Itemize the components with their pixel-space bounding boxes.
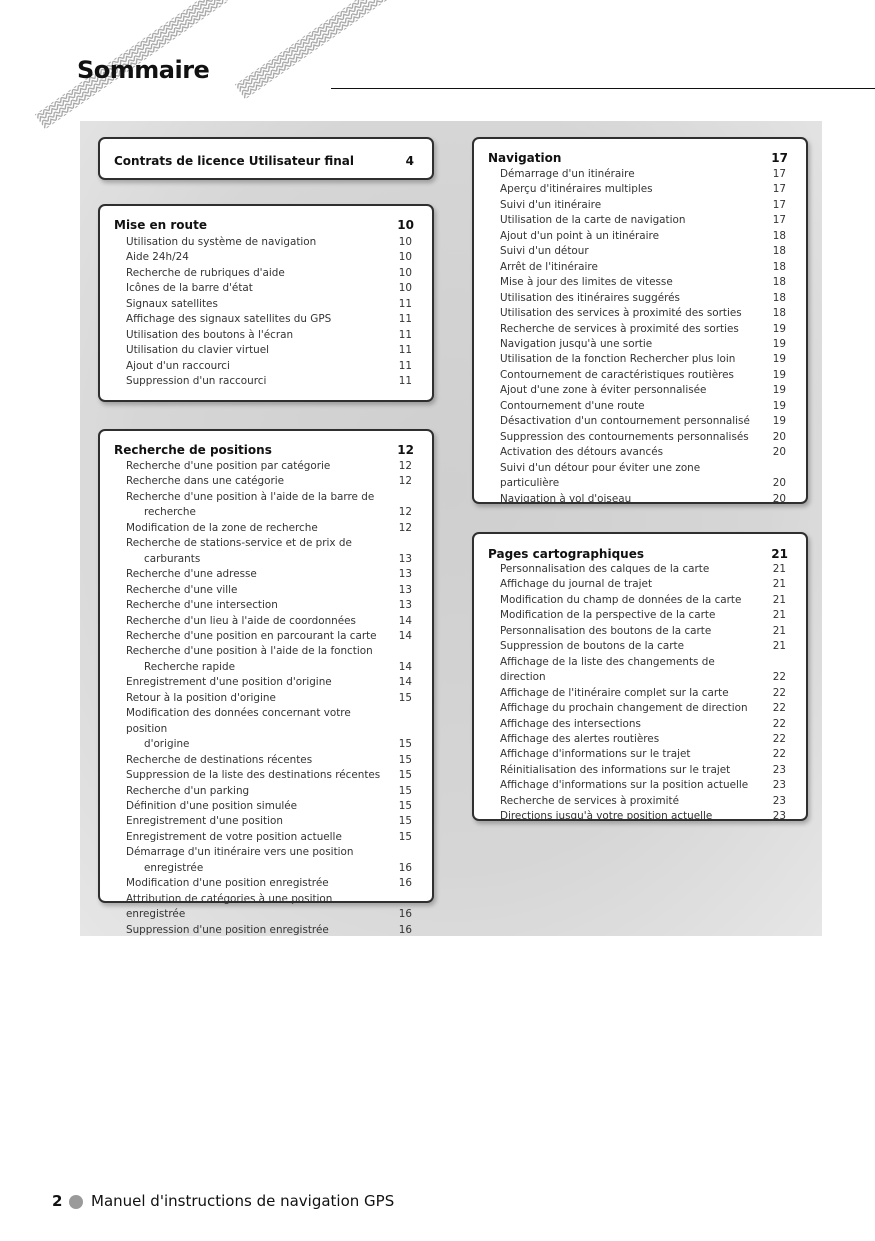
toc-entry[interactable] [474,414,806,429]
toc-entry-label-continued: Recherche rapide [144,660,235,673]
toc-entry-label: Recherche d'une position en parcourant la carte [126,629,377,642]
toc-entry-page: 20 [772,446,786,459]
toc-entry-label: Directions jusqu'à votre position actuelle [500,810,713,823]
toc-entry-page: 10 [398,251,412,264]
toc-entry[interactable] [100,235,432,250]
section-title: Mise en route [114,218,207,232]
toc-entry-page: 15 [398,691,412,704]
toc-entry-label-continued: d'origine [144,738,190,751]
toc-entry-page: 19 [772,384,786,397]
toc-entry-page: 15 [398,753,412,766]
toc-entry[interactable] [474,701,806,716]
toc-entry-label: Désactivation d'un contournement personnalisé [500,415,750,428]
toc-entry[interactable] [100,266,432,281]
tire-tread-decoration [0,0,420,140]
toc-entry[interactable] [474,608,806,623]
toc-entry[interactable] [100,691,432,706]
section-box-pages-cartographiques [472,532,808,821]
toc-entry-label: Contournement de caractéristiques routières [500,368,734,381]
title-rule [331,88,875,89]
toc-entry[interactable] [474,352,806,367]
toc-entry-page: 17 [772,183,786,196]
toc-entry[interactable] [100,567,432,582]
toc-entry-label: Recherche dans une catégorie [126,475,285,488]
toc-entry[interactable] [474,778,806,793]
toc-entry-label: Ajout d'un point à un itinéraire [500,229,659,242]
toc-entry-label: Suppression d'une position enregistrée [126,923,329,936]
toc-entry-page: 23 [772,779,786,792]
toc-entry-label: Retour à la position d'origine [126,691,276,704]
toc-entry[interactable] [474,306,806,321]
toc-entry-page: 15 [398,830,412,843]
toc-entry[interactable] [100,328,432,343]
section-page: 4 [405,154,414,168]
toc-entry-label: Modification des données concernant votre position [126,707,351,735]
toc-entry[interactable] [100,675,432,690]
toc-entry-label: Mise à jour des limites de vitesse [500,276,673,289]
toc-entry-label: Affichage de l'itinéraire complet sur la carte [500,686,729,699]
section-page: 10 [397,218,414,232]
toc-entry-page: 19 [772,353,786,366]
toc-entry[interactable] [474,322,806,337]
toc-entry-label: Ajout d'un raccourci [126,359,230,372]
toc-entry[interactable] [100,845,432,876]
toc-entry[interactable] [100,359,432,374]
toc-entry-page: 23 [772,810,786,823]
toc-entry[interactable] [100,598,432,613]
toc-entry[interactable] [100,784,432,799]
toc-entry[interactable] [474,383,806,398]
toc-entry-page: 13 [398,552,412,565]
toc-entry-label: Utilisation du clavier virtuel [126,344,270,357]
toc-entry-label: Affichage de la liste des changements de direction [500,655,715,684]
section-box-navigation [472,137,808,504]
toc-entry-label: Suivi d'un détour [500,245,589,258]
toc-entry[interactable] [100,629,432,644]
toc-entry-page: 15 [398,784,412,797]
toc-entry-page: 23 [772,794,786,807]
toc-entry-page: 18 [772,291,786,304]
toc-entry-page: 17 [772,168,786,180]
toc-entry-label: Personnalisation des boutons de la carte [500,624,712,637]
toc-entry-label: Recherche d'une position à l'aide de la barre de [126,490,375,503]
toc-entry-page: 14 [398,660,412,673]
toc-entry-label: Recherche de services à proximité des sorties [500,322,739,335]
toc-entry-label: Affichage du prochain changement de direction [500,702,748,715]
toc-entry-page: 14 [398,614,412,627]
section-page: 21 [771,547,788,561]
toc-entry-label: Suppression de boutons de la carte [500,640,684,653]
toc-entry-label-continued: carburants [144,552,201,565]
toc-entry-page: 18 [772,260,786,273]
toc-entry-page: 14 [398,629,412,642]
section-title: Contrats de licence Utilisateur final [114,154,354,168]
toc-entry-label-continued: recherche [144,506,196,519]
toc-entry[interactable] [474,445,806,460]
toc-entry-page: 17 [772,214,786,227]
toc-entry-label: Signaux satellites [126,297,218,310]
toc-entry-page: 19 [772,415,786,428]
toc-entry-label: Recherche d'une intersection [126,599,278,612]
toc-entry-page: 12 [398,506,412,519]
toc-entry-label: Enregistrement de votre position actuelle [126,830,342,843]
toc-entry-label: Personnalisation des calques de la carte [500,563,710,575]
toc-entry[interactable] [474,229,806,244]
toc-entry-label: Utilisation des boutons à l'écran [126,328,294,341]
toc-entry-label: Utilisation du système de navigation [126,236,317,248]
toc-entry[interactable] [100,644,432,675]
toc-entry-page: 13 [398,583,412,596]
toc-entry[interactable] [100,923,432,938]
toc-entry-page: 16 [398,908,412,921]
toc-entry-label: Modification de la zone de recherche [126,521,318,534]
toc-entry-label: Utilisation de la fonction Rechercher plus loin [500,353,736,366]
toc-entry-page: 15 [398,799,412,812]
toc-entry[interactable] [100,830,432,845]
toc-entry[interactable] [474,275,806,290]
toc-entry-label: Affichage des intersections [500,717,641,730]
section-box-contrats [98,137,434,180]
toc-entry-label: Recherche d'un lieu à l'aide de coordonnées [126,614,356,627]
toc-entry[interactable] [100,876,432,891]
toc-entry-page: 11 [398,359,412,372]
toc-entry[interactable] [474,794,806,809]
toc-entry-label: Ajout d'une zone à éviter personnalisée [500,384,707,397]
toc-entry-label-continued: enregistrée [144,861,204,874]
toc-entry-label: Affichage des signaux satellites du GPS [126,313,332,326]
toc-entry[interactable] [100,799,432,814]
toc-entry-label: Réinitialisation des informations sur le trajet [500,763,731,776]
toc-entry[interactable] [100,706,432,752]
toc-entry-page: 11 [398,313,412,326]
toc-entry[interactable] [474,809,806,824]
toc-entry-label: Arrêt de l'itinéraire [500,260,598,273]
toc-entry[interactable] [100,614,432,629]
section-page: 12 [397,443,414,457]
toc-entry[interactable] [100,343,432,358]
toc-entry-label: Démarrage d'un itinéraire [500,168,635,180]
toc-entry-label: Utilisation des services à proximité des sorties [500,307,742,320]
toc-entry[interactable] [474,639,806,654]
toc-entry[interactable] [474,244,806,259]
toc-entry-page: 17 [772,198,786,211]
toc-entry-page: 22 [772,702,786,715]
toc-entry-label: Suivi d'un itinéraire [500,198,602,211]
toc-entry-page: 10 [398,236,412,248]
toc-entry-label: Recherche d'une position à l'aide de la fonction [126,645,373,658]
section-title: Recherche de positions [114,443,272,457]
section-entries [100,235,432,390]
footer-bullet-icon [69,1195,83,1209]
toc-entry-page: 12 [398,521,412,534]
toc-entry[interactable] [100,459,432,474]
toc-entry[interactable] [474,198,806,213]
toc-entry[interactable] [474,562,806,577]
toc-entry[interactable] [474,492,806,507]
toc-entry-label: Recherche de stations-service et de prix de [126,537,352,550]
toc-entry-label: Icônes de la barre d'état [126,282,253,295]
toc-entry-page: 18 [772,276,786,289]
section-entries [100,459,432,938]
toc-entry-label: Aperçu d'itinéraires multiples [500,183,653,196]
toc-entry-label: Suppression de la liste des destinations récentes [126,769,381,782]
toc-entry-label: Modification de la perspective de la carte [500,609,716,622]
toc-entry[interactable] [100,583,432,598]
toc-entry-page: 11 [398,328,412,341]
page-title: Sommaire [77,56,210,84]
section-box-mise-en-route [98,204,434,402]
toc-entry-page: 16 [398,923,412,936]
toc-entry-page: 15 [398,738,412,751]
toc-entry-page: 11 [398,375,412,388]
toc-entry[interactable] [474,167,806,182]
toc-entry-page: 23 [772,763,786,776]
toc-entry-label: Affichage des alertes routières [500,732,660,745]
toc-entry-label: Recherche d'une ville [126,583,238,596]
toc-entry[interactable] [100,297,432,312]
toc-entry-label: Recherche d'un parking [126,784,250,797]
footer-manual-title: Manuel d'instructions de navigation GPS [91,1192,395,1210]
toc-entry-label: Suppression d'un raccourci [126,375,267,388]
toc-entry-page: 18 [772,229,786,242]
toc-entry-label: Modification d'une position enregistrée [126,877,329,890]
toc-entry-page: 19 [772,337,786,350]
toc-entry-page: 21 [772,578,786,591]
toc-entry-page: 21 [772,609,786,622]
toc-entry-page: 11 [398,344,412,357]
toc-entry-page: 12 [398,475,412,488]
toc-entry[interactable] [474,368,806,383]
toc-entry[interactable] [474,399,806,414]
toc-entry-label: Recherche de rubriques d'aide [126,266,285,279]
toc-entry-label: Recherche d'une adresse [126,568,257,581]
toc-entry[interactable] [474,430,806,445]
toc-entry-page: 21 [772,624,786,637]
toc-entry[interactable] [100,312,432,327]
toc-entry-page: 22 [772,671,786,684]
toc-entry-page: 22 [772,717,786,730]
toc-entry[interactable] [474,337,806,352]
toc-entry-label: Recherche de services à proximité [500,794,679,807]
toc-entry[interactable] [474,624,806,639]
toc-entry-label: Modification du champ de données de la carte [500,593,742,606]
toc-entry-page: 21 [772,563,786,575]
footer-page-number: 2 [52,1192,63,1210]
toc-entry-label: Affichage du journal de trajet [500,578,653,591]
toc-entry[interactable] [474,747,806,762]
toc-entry-label: Affichage d'informations sur la position actuelle [500,779,749,792]
section-entries [474,167,806,507]
toc-entry-page: 11 [398,297,412,310]
toc-entry-page: 16 [398,861,412,874]
toc-entry-label: Utilisation des itinéraires suggérés [500,291,680,304]
toc-entry[interactable] [100,753,432,768]
section-box-recherche-positions [98,429,434,936]
toc-entry-page: 20 [772,492,786,505]
toc-entry[interactable] [474,213,806,228]
toc-entry-page: 21 [772,593,786,606]
toc-entry[interactable] [474,593,806,608]
toc-entry-label: Démarrage d'un itinéraire vers une position [126,846,354,859]
toc-entry-label: Utilisation de la carte de navigation [500,214,686,227]
toc-entry[interactable] [100,490,432,521]
toc-entry-page: 10 [398,266,412,279]
toc-entry[interactable] [100,768,432,783]
toc-entry[interactable] [100,474,432,489]
toc-entry[interactable] [474,577,806,592]
toc-entry-page: 13 [398,599,412,612]
toc-entry[interactable] [100,521,432,536]
section-title: Pages cartographiques [488,547,644,561]
toc-entry[interactable] [100,374,432,389]
toc-entry-label: Suivi d'un détour pour éviter une zone particulière [500,461,701,490]
toc-entry-label: Enregistrement d'une position [126,815,283,828]
toc-entry-label: Navigation à vol d'oiseau [500,492,632,505]
toc-entry[interactable] [474,686,806,701]
toc-entry-page: 20 [772,477,786,490]
toc-entry-label: Suppression des contournements personnalisés [500,430,749,443]
section-title: Navigation [488,151,562,165]
toc-entry-page: 15 [398,815,412,828]
toc-entry-page: 19 [772,322,786,335]
toc-entry-label: Navigation jusqu'à une sortie [500,337,653,350]
toc-entry-page: 22 [772,748,786,761]
toc-entry-label: Enregistrement d'une position d'origine [126,676,332,689]
toc-entry-label: Aide 24h/24 [126,251,189,264]
toc-entry[interactable] [100,536,432,567]
toc-entry[interactable] [100,250,432,265]
toc-entry-page: 15 [398,769,412,782]
section-entries [474,562,806,825]
toc-entry-label: Contournement d'une route [500,399,645,412]
toc-entry-page: 22 [772,686,786,699]
toc-entry-label: Activation des détours avancés [500,446,664,459]
toc-entry-page: 21 [772,640,786,653]
toc-entry-page: 18 [772,307,786,320]
toc-entry-page: 20 [772,430,786,443]
toc-entry-page: 18 [772,245,786,258]
toc-entry[interactable] [474,182,806,197]
toc-entry-label: Affichage d'informations sur le trajet [500,748,691,761]
toc-entry[interactable] [474,763,806,778]
toc-entry[interactable] [100,281,432,296]
toc-entry-page: 22 [772,732,786,745]
section-page: 17 [771,151,788,165]
toc-entry[interactable] [474,291,806,306]
toc-entry-page: 19 [772,399,786,412]
toc-entry[interactable] [100,814,432,829]
toc-entry-page: 19 [772,368,786,381]
toc-entry-page: 12 [398,460,412,472]
toc-entry-page: 10 [398,282,412,295]
toc-entry-page: 16 [398,877,412,890]
toc-entry-page: 13 [398,568,412,581]
toc-entry[interactable] [474,260,806,275]
toc-entry[interactable] [100,892,432,923]
toc-entry-label: Recherche d'une position par catégorie [126,460,331,472]
toc-entry-label: Recherche de destinations récentes [126,753,313,766]
toc-entry-page: 14 [398,676,412,689]
toc-entry[interactable] [474,461,806,492]
toc-entry[interactable] [474,732,806,747]
toc-entry-label: Attribution de catégories à une position enregistrée [126,892,333,921]
toc-entry-label: Définition d'une position simulée [126,799,298,812]
toc-entry[interactable] [474,717,806,732]
toc-entry[interactable] [474,655,806,686]
